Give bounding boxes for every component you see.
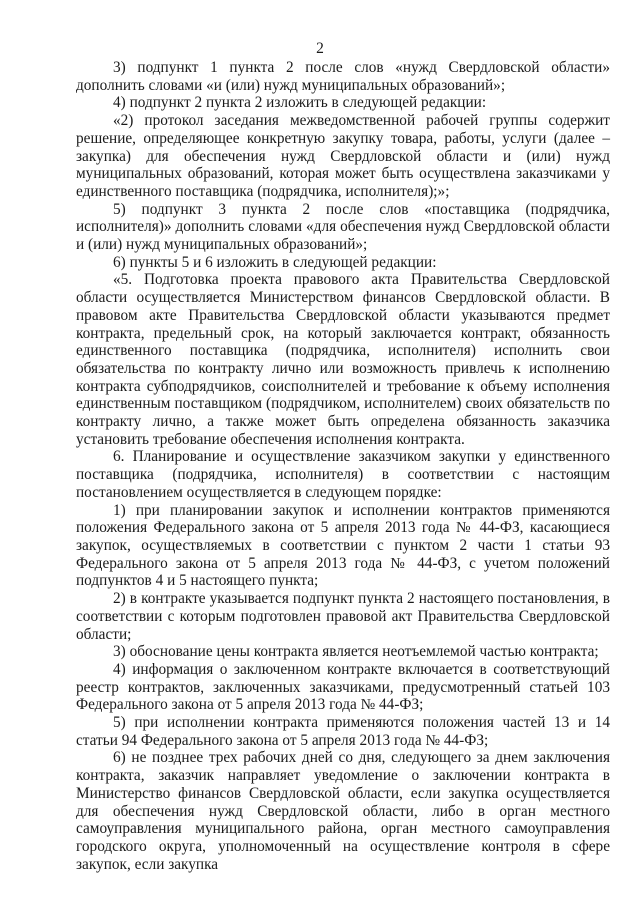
paragraph-item-3: 3) подпункт 1 пункта 2 после слов «нужд Свердловской области» дополнить словами «и (или) нужд муниципальных образований»; xyxy=(76,59,610,94)
paragraph-subitem-3: 3) обоснование цены контракта является неотъемлемой частью контракта; xyxy=(113,643,599,661)
paragraph-subitem-6: 6) не позднее трех рабочих дней со дня, следующего за днем заключения контракта, заказчик направляет уведомление о заключении контракта в Министерство финансов Свердловской области, если закупка осуществляется для обеспечения нужд Свердловской области, либо в орган местного самоуправления муниципального района, орган местного самоуправления городского округа, уполномоченный на осуществление контроля в сфере закупок, если закупка xyxy=(76,749,610,873)
paragraph-item-5: 5) подпункт 3 пункта 2 после слов «поставщика (подрядчика, исполнителя)» дополнить словами «для обеспечения нужд Свердловской области и (или) нужд муниципальных образований»; xyxy=(76,200,610,254)
document-body xyxy=(76,59,610,873)
paragraph-item-4: 4) подпункт 2 пункта 2 изложить в следующей редакции: xyxy=(113,94,487,112)
paragraph-subitem-1: 1) при планировании закупок и исполнении контрактов применяются положения Федерального закона от 5 апреля 2013 года № 44-ФЗ, касающиеся закупок, осуществляемых в соответствии с пунктом 2 части 1 статьи 93 Федерального закона от 5 апреля 2013 года № 44-ФЗ, с учетом положений подпунктов 4 и 5 настоящего пункта; xyxy=(76,501,610,590)
paragraph-new-subitem-2: «2) протокол заседания межведомственной рабочей группы содержит решение, определяющее конкретную закупку товара, работы, услуги (далее – закупка) для обеспечения нужд Свердловской области и (или) нужд муниципальных образований, которая может быть осуществлена заказчиками у единственного поставщика (подрядчика, исполнителя);»; xyxy=(76,112,610,200)
paragraph-clause-5: «5. Подготовка проекта правового акта Правительства Свердловской области осуществляется Министерством финансов Свердловской области. В правовом акте Правительства Свердловской области указываются предмет контракта, предельный срок, на который заключается контракт, обязанность единственного поставщика (подрядчика, исполнителя) исполнить свои обязательства по контракту лично или возможность привлечь к исполнению контракта субподрядчиков, соисполнителей и требование к объему исполнения единственным поставщиком (подрядчиком, исполнителем) своих обязательств по контракту лично, а также может быть определена обязанность заказчика установить требование обеспечения исполнения контракта. xyxy=(76,271,610,448)
page-number: 2 xyxy=(316,40,324,57)
paragraph-subitem-4: 4) информация о заключенном контракте включается в соответствующий реестр контрактов, заключенных заказчиками, предусмотренный статьей 103 Федерального закона от 5 апреля 2013 года № 44-ФЗ; xyxy=(76,660,610,714)
paragraph-clause-6: 6. Планирование и осуществление заказчиком закупки у единственного поставщика (подрядчика, исполнителя) в соответствии с настоящим постановлением осуществляется в следующем порядке: xyxy=(76,448,610,501)
paragraph-subitem-5: 5) при исполнении контракта применяются положения частей 13 и 14 статьи 94 Федерального закона от 5 апреля 2013 года № 44-ФЗ; xyxy=(76,714,610,749)
paragraph-item-6: 6) пункты 5 и 6 изложить в следующей редакции: xyxy=(113,253,437,271)
paragraph-subitem-2: 2) в контракте указывается подпункт пункта 2 настоящего постановления, в соответствии с которым подготовлен правовой акт Правительства Свердловской области; xyxy=(76,590,610,643)
